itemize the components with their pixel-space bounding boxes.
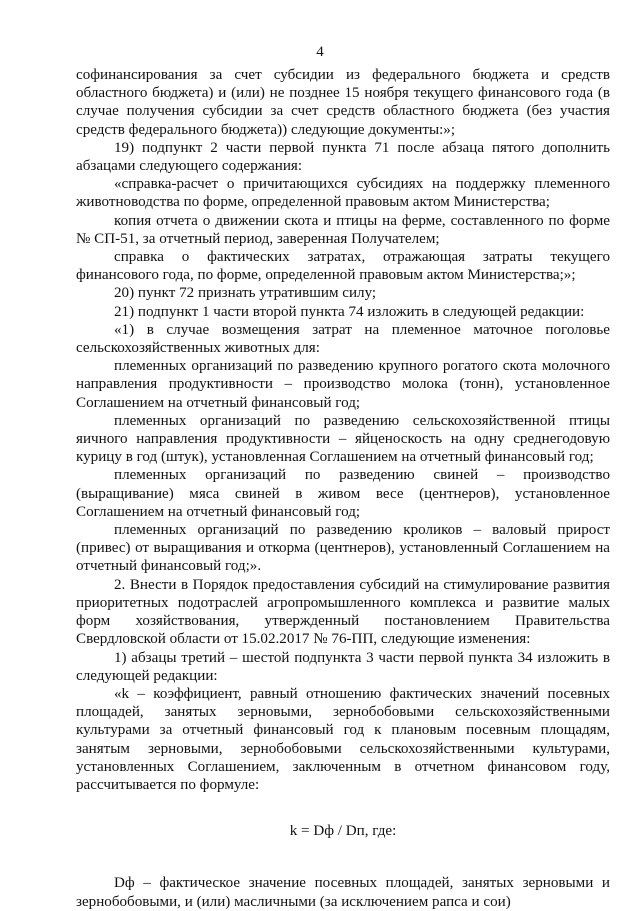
paragraph-section-2: 2. Внести в Порядок предоставления субсидий на стимулирование развития приоритетных подотраслей агропромышленного комплекса и развитие малых форм хозяйствования, утвержденный постановлением Правительства Свердловской области от 15.02.2017 № 76-ПП, следующие изменения: (76, 576, 610, 648)
paragraph-continuation: софинансирования за счет субсидии из федерального бюджета и средств областного бюджета) и (или) не позднее 15 ноября текущего финансового года (в случае получения субсидии за счет средств областного бюджета (без участия средств федерального бюджета)) следующие документы:»; (76, 67, 610, 138)
paragraph-cattle: племенных организаций по разведению крупного рогатого скота молочного направления продуктивности – производство молока (тонн), установленное Соглашением на отчетный финансовый год; (76, 358, 610, 411)
paragraph-item-20: 20) пункт 72 признать утратившим силу; (114, 285, 377, 302)
page-number: 4 (316, 44, 324, 60)
paragraph-subitem-1: 1) абзацы третий – шестой подпункта 3 части первой пункта 34 изложить в следующей редакции: (76, 649, 610, 684)
paragraph-report-copy: копия отчета о движении скота и птицы на ферме, составленного по форме № СП-51, за отчетный период, заверенная Получателем; (76, 212, 610, 247)
paragraph-pigs: племенных организаций по разведению свиней – производство (выращивание) мяса свиней в живом весе (центнеров), установленное Соглашением на отчетный финансовый год; (76, 467, 610, 520)
document-body (76, 66, 610, 911)
paragraph-item-19: 19) подпункт 2 части первой пункта 71 после абзаца пятого дополнить абзацами следующего содержания: (76, 139, 610, 175)
paragraph-poultry: племенных организаций по разведению сельскохозяйственной птицы яичного направления продуктивности – яйценоскость на одну среднегодовую курицу в год (штук), установленная Соглашением на отчетный финансовый год; (76, 412, 610, 466)
paragraph-coefficient-k: «k – коэффициент, равный отношению фактических значений посевных площадей, занятых зерновыми, зернобобовыми сельскохозяйственными культурами за отчетный финансовый год к плановым посевным площадям, занятым зерновыми, зернобобовыми сельскохозяйственными культурами, установленных Соглашением, заключенным в отчетном финансовом году, рассчитывается по формуле: (76, 685, 610, 793)
paragraph-actual-costs: справка о фактических затратах, отражающая затраты текущего финансового года, по форме, определенной правовым актом Министерства;»; (76, 249, 610, 284)
paragraph-rabbits: племенных организаций по разведению кроликов – валовый прирост (привес) от выращивания и откорма (центнеров), установленный Соглашением на отчетный финансовый год;». (76, 522, 610, 575)
paragraph-item-21: 21) подпункт 1 части второй пункта 74 изложить в следующей редакции: (114, 303, 585, 320)
paragraph-df-definition: Dф – фактическое значение посевных площадей, занятых зерновыми и зернобобовыми, и (или) масличными (за исключением рапса и сои) (76, 875, 610, 910)
paragraph-quote-subitem-1: «1) в случае возмещения затрат на племенное маточное поголовье сельскохозяйственных животных для: (76, 321, 610, 357)
formula: k = Dф / Dп, где: (289, 823, 397, 840)
paragraph-quote-certificate: «справка-расчет о причитающихся субсидиях на поддержку племенного животноводства по форме, определенной правовым актом Министерства; (76, 176, 610, 211)
